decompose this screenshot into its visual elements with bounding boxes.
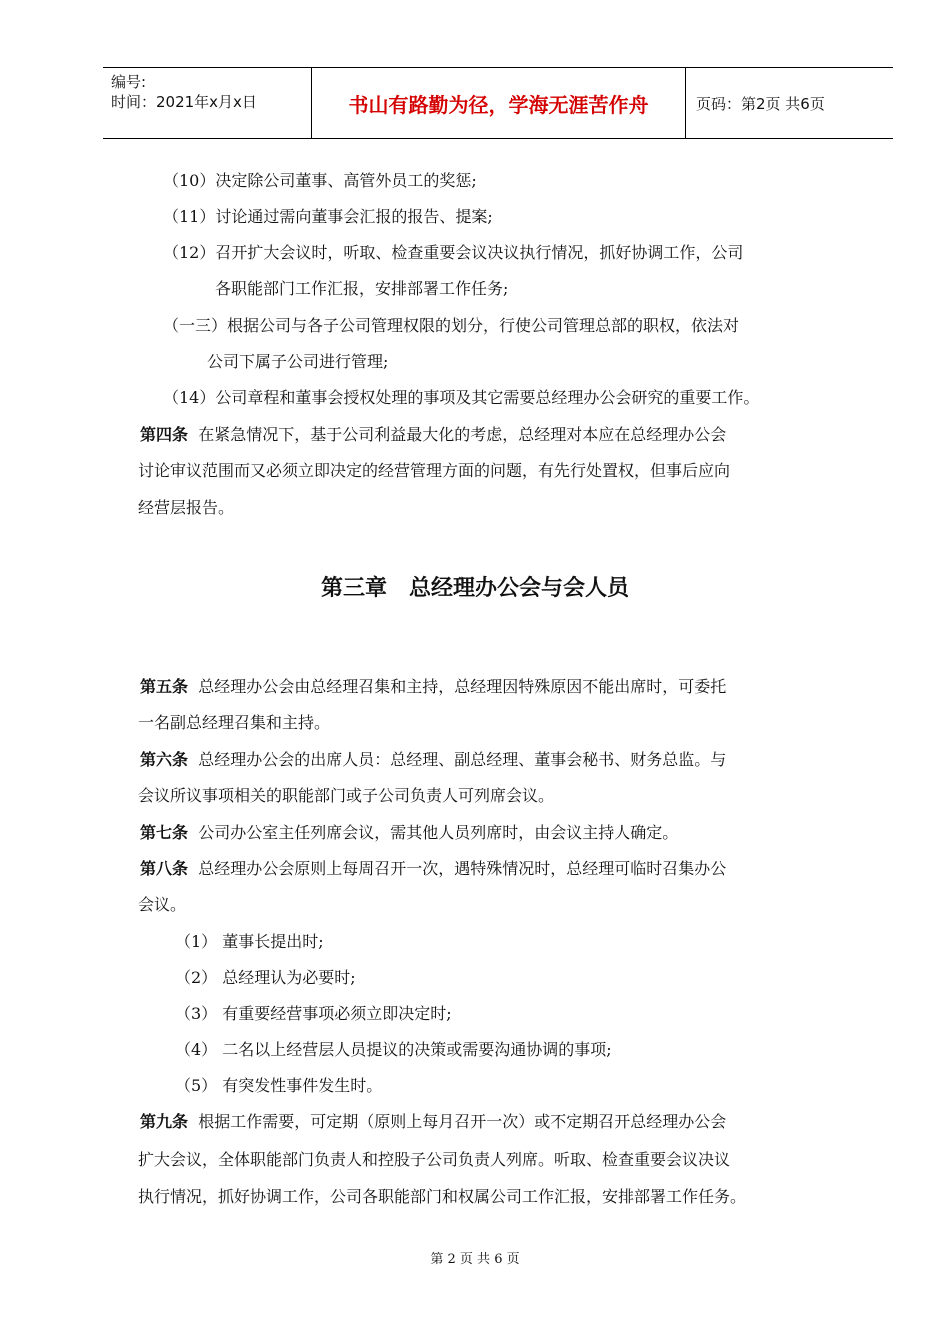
article-6-label: 第六条 [140,750,189,769]
article-8-label: 第八条 [140,859,189,878]
page-header [103,67,893,139]
item-13-line2: 公司下属子公司进行管理; [207,352,389,371]
article-4-text1: 在紧急情况下，基于公司利益最大化的考虑，总经理对本应在总经理办公会 [198,425,727,444]
article-9-line2: 扩大会议，全体职能部门负责人和控股子公司负责人列席。听取、检查重要会议决议 [138,1150,731,1169]
article-7-label: 第七条 [140,823,189,842]
header-meta [103,68,312,138]
chapter-title: 第三章 总经理办公会与会人员 [320,576,629,601]
article-6-text1: 总经理办公会的出席人员：总经理、副总经理、董事会秘书、财务总监。与 [198,750,727,769]
article-9-line3: 执行情况，抓好协调工作，公司各职能部门和权属公司工作汇报，安排部署工作任务。 [138,1187,747,1206]
article-5-line2: 一名副总经理召集和主持。 [138,713,331,732]
article-8-sub-3: （3） 有重要经营事项必须立即决定时; [175,1004,452,1023]
item-13-line1: （一三）根据公司与各子公司管理权限的划分，行使公司管理总部的职权，依法对 [163,316,740,335]
article-4-line2: 讨论审议范围而又必须立即决定的经营管理方面的问题，有先行处置权，但事后应向 [138,461,731,480]
article-9-text1: 根据工作需要，可定期（原则上每月召开一次）或不定期召开总经理办公会 [198,1112,727,1131]
article-5-line1 [140,676,726,698]
article-8-sub-1: （1） 董事长提出时; [175,932,324,951]
article-5-label: 第五条 [140,677,189,696]
article-4-line1 [140,424,726,446]
article-9-line1 [140,1111,726,1133]
article-4-label: 第四条 [140,425,189,444]
article-7-line1 [140,822,678,844]
item-11: （11）讨论通过需向董事会汇报的报告、提案; [163,207,493,226]
item-12-line1: （12）召开扩大会议时，听取、检查重要会议决议执行情况，抓好协调工作，公司 [163,243,744,262]
item-12-line2: 各职能部门工作汇报，安排部署工作任务; [215,279,509,298]
page-footer: 第 2 页 共 6 页 [430,1252,520,1267]
article-9-label: 第九条 [140,1112,189,1131]
header-page: 页码：第2页 共6页 [696,94,825,113]
article-8-sub-5: （5） 有突发性事件发生时。 [175,1076,383,1095]
item-10: （10）决定除公司董事、高管外员工的奖惩; [163,171,477,190]
article-7-text1: 公司办公室主任列席会议，需其他人员列席时，由会议主持人确定。 [198,823,679,842]
code-label: 编号: [111,73,147,91]
header-motto: 书山有路勤为径，学海无涯苦作舟 [312,68,686,138]
article-8-sub-2: （2） 总经理认为必要时; [175,968,356,987]
article-4-line3: 经营层报告。 [138,498,235,517]
item-14: （14）公司章程和董事会授权处理的事项及其它需要总经理办公会研究的重要工作。 [163,388,760,407]
article-6-line1 [140,749,726,771]
article-8-line2: 会议。 [138,895,187,914]
time-label: 时间：2021年x月x日 [111,93,257,111]
article-6-line2: 会议所议事项相关的职能部门或子公司负责人可列席会议。 [138,786,555,805]
article-8-text1: 总经理办公会原则上每周召开一次，遇特殊情况时，总经理可临时召集办公 [198,859,727,878]
article-8-sub-4: （4） 二名以上经营层人员提议的决策或需要沟通协调的事项; [175,1040,612,1059]
article-5-text1: 总经理办公会由总经理召集和主持，总经理因特殊原因不能出席时，可委托 [198,677,727,696]
article-8-line1 [140,858,726,880]
